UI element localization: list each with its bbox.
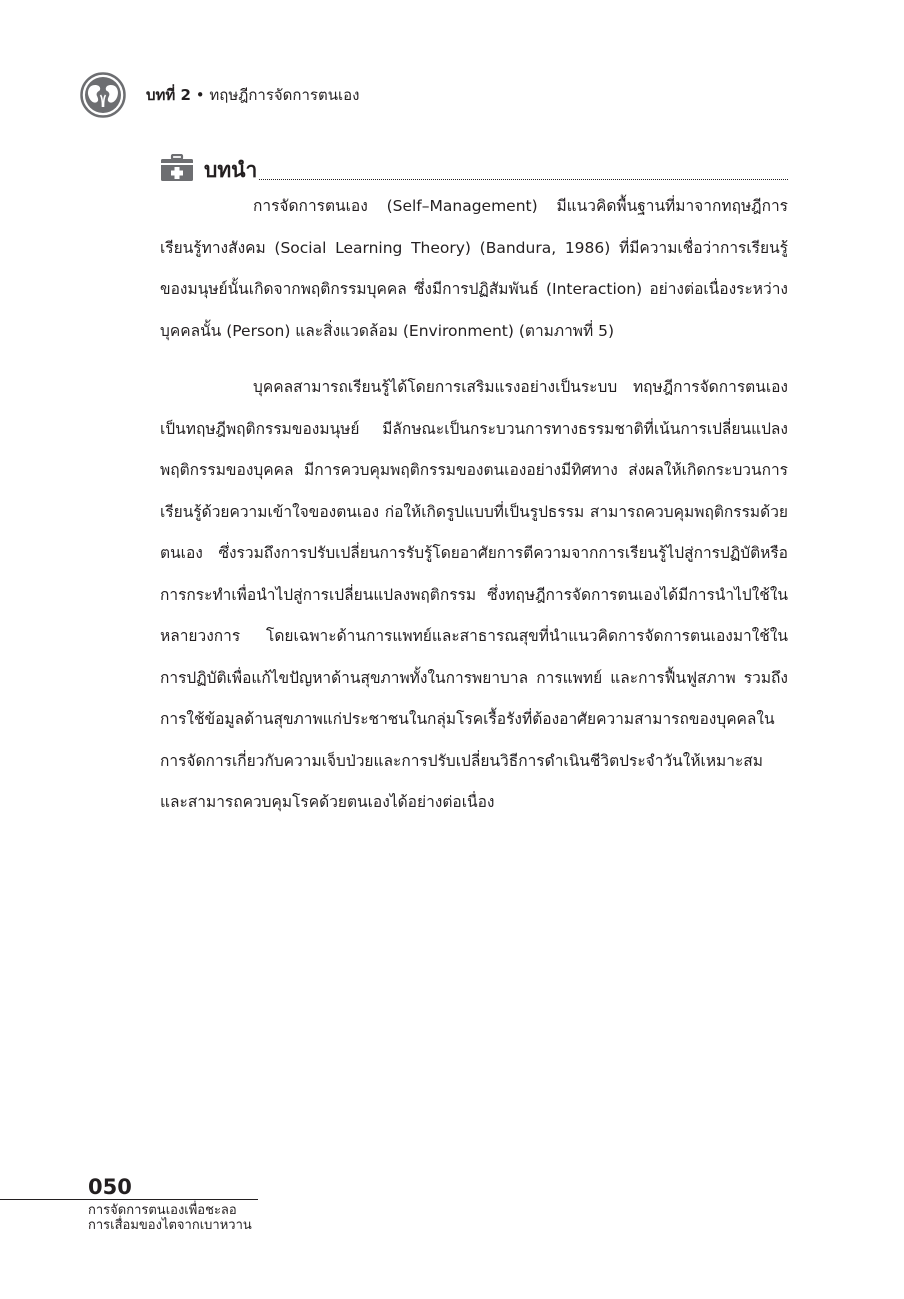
footer-rule: [0, 1199, 258, 1200]
chapter-header: [80, 72, 359, 118]
section-dotted-rule: [259, 179, 788, 180]
paragraph-2: บุคคลสามารถเรียนรู้ได้โดยการเสริมแรงอย่างเป็นระบบ ทฤษฎีการจัดการตนเองเป็นทฤษฎีพฤติกรรมของมนุษย์ มีลักษณะเป็นกระบวนการทางธรรมชาติที่เน้นการเปลี่ยนแปลงพฤติกรรมของบุคคล มีการควบคุมพฤติกรรมของตนเองอย่างมีทิศทาง ส่งผลให้เกิดกระบวนการเรียนรู้ด้วยความเข้าใจของตนเอง ก่อให้เกิดรูปแบบที่เป็นรูปธรรม สามารถควบคุมพฤติกรรมด้วยตนเอง ซึ่งรวมถึงการปรับเปลี่ยนการรับรู้โดยอาศัยการตีความจากการเรียนรู้ไปสู่การปฏิบัติหรือการกระทำเพื่อนำไปสู่การเปลี่ยนแปลงพฤติกรรม ซึ่งทฤษฎีการจัดการตนเองได้มีการนำไปใช้ในหลายวงการ โดยเฉพาะด้านการแพทย์และสาธารณสุขที่นำแนวคิดการจัดการตนเองมาใช้ในการปฏิบัติเพื่อแก้ไขปัญหาด้านสุขภาพทั้งในการพยาบาล การแพทย์ และการฟื้นฟูสภาพ รวมถึงการใช้ข้อมูลด้านสุขภาพแก่ประชาชนในกลุ่มโรคเรื้อรังที่ต้องอาศัยความสามารถของบุคคลในการจัดการเกี่ยวกับความเจ็บป่วยและการปรับเปลี่ยนวิธีการดำเนินชีวิตประจำวันให้เหมาะสม และสามารถควบคุมโรคด้วยตนเองได้อย่างต่อเนื่อง: [160, 378, 788, 811]
chapter-name: ทฤษฎีการจัดการตนเอง: [209, 86, 360, 104]
kidney-icon: [80, 72, 126, 118]
chapter-number: บทที่ 2: [146, 86, 191, 104]
chapter-title: [146, 83, 359, 107]
first-aid-kit-icon: [160, 154, 194, 182]
footer-book-title-line-2: การเสื่อมของไตจากเบาหวาน: [88, 1218, 252, 1233]
body-text: [160, 186, 788, 824]
paragraph-1: การจัดการตนเอง (Self–Management) มีแนวคิดพื้นฐานที่มาจากทฤษฎีการเรียนรู้ทางสังคม (Social Learning Theory) (Bandura, 1986) ที่มีความเชื่อว่าการเรียนรู้ของมนุษย์นั้นเกิดจากพฤติกรรมบุคคล ซึ่งมีการปฏิสัมพันธ์ (Interaction) อย่างต่อเนื่องระหว่างบุคคลนั้น (Person) และสิ่งแวดล้อม (Environment) (ตามภาพที่ 5): [160, 197, 788, 340]
page-footer: [88, 1175, 258, 1233]
page-number: 050: [88, 1175, 132, 1199]
section-title: บทนำ: [204, 158, 258, 182]
section-heading: [160, 148, 788, 184]
chapter-separator: •: [195, 86, 205, 104]
footer-book-title-line-1: การจัดการตนเองเพื่อชะลอ: [88, 1203, 237, 1218]
